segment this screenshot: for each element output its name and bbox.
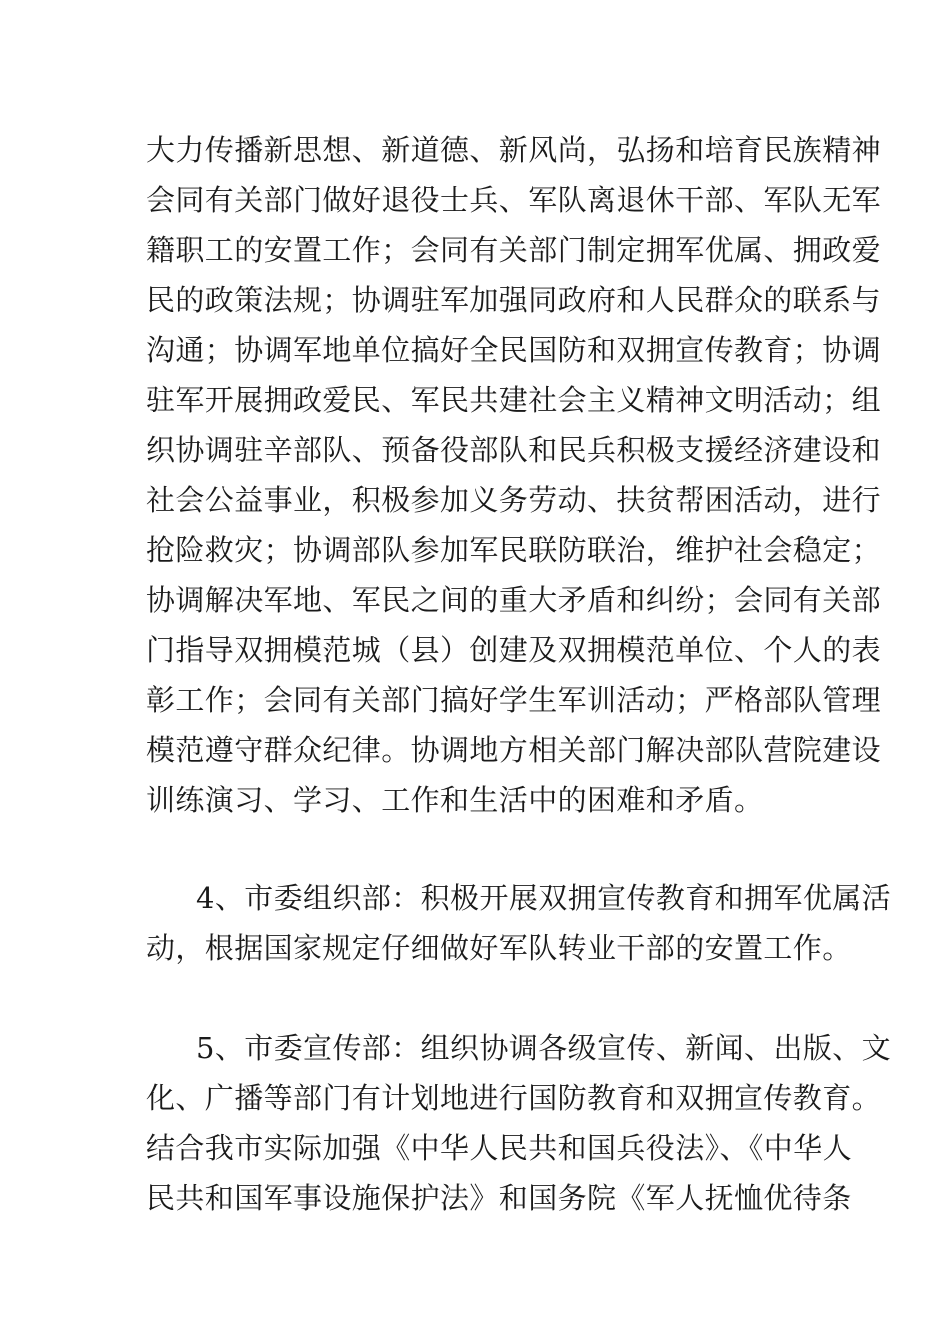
- body-text-line: 大力传播新思想、新道德、新风尚，弘扬和培育民族精神: [146, 133, 882, 167]
- body-text-line: 门指导双拥模范城（县）创建及双拥模范单位、个人的表: [146, 633, 882, 667]
- body-text-line: 社会公益事业，积极参加义务劳动、扶贫帮困活动，进行: [146, 483, 882, 517]
- body-text-line: 沟通；协调军地单位搞好全民国防和双拥宣传教育；协调: [146, 333, 882, 367]
- body-text-line: 织协调驻辛部队、预备役部队和民兵积极支援经济建设和: [146, 433, 882, 467]
- body-text-line: 民共和国军事设施保护法》和国务院《军人抚恤优待条: [146, 1181, 852, 1215]
- body-text-line: 籍职工的安置工作；会同有关部门制定拥军优属、拥政爱: [146, 233, 882, 267]
- body-text-line: 模范遵守群众纪律。协调地方相关部门解决部队营院建设: [146, 733, 882, 767]
- body-text-line: 会同有关部门做好退役士兵、军队离退休干部、军队无军: [146, 183, 882, 217]
- body-text-line: 动，根据国家规定仔细做好军队转业干部的安置工作。: [146, 931, 852, 965]
- body-text-line: 民的政策法规；协调驻军加强同政府和人民群众的联系与: [146, 283, 882, 317]
- body-text-line: 5、市委宣传部：组织协调各级宣传、新闻、出版、文: [196, 1031, 892, 1065]
- body-text-line: 化、广播等部门有计划地进行国防教育和双拥宣传教育。: [146, 1081, 882, 1115]
- body-text-line: 抢险救灾；协调部队参加军民联防联治，维护社会稳定；: [146, 533, 882, 567]
- body-text-line: 协调解决军地、军民之间的重大矛盾和纠纷；会同有关部: [146, 583, 882, 617]
- body-text-line: 4、市委组织部：积极开展双拥宣传教育和拥军优属活: [196, 881, 892, 915]
- body-text-line: 训练演习、学习、工作和生活中的困难和矛盾。: [146, 783, 764, 817]
- body-text-line: 彰工作；会同有关部门搞好学生军训活动；严格部队管理: [146, 683, 882, 717]
- body-text-line: 驻军开展拥政爱民、军民共建社会主义精神文明活动；组: [146, 383, 882, 417]
- body-text-line: 结合我市实际加强《中华人民共和国兵役法》、《中华人: [146, 1131, 853, 1165]
